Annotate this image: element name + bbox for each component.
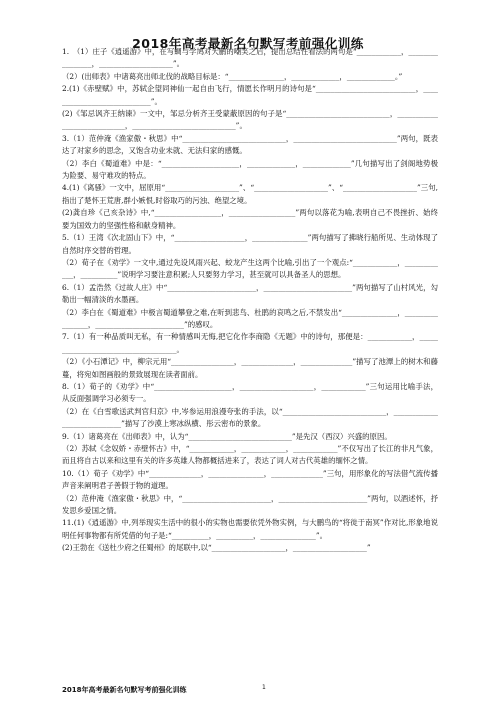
footer-title: 2018年高考最新名句默写考前强化训练 [62, 686, 187, 694]
question-8-1: 8.（1）荀子的《劝学》中“_____________________，____________________，____________”三句运用比喻手法，从反面强调学习必须专一。 [62, 381, 438, 404]
question-6-2: （2）李白在《蜀道难》中极言蜀道攀登之难,在听到悲鸟、杜鹃的哀鸣之后,不禁发出“_______________，________________，________________________”的感叹。 [62, 307, 438, 329]
question-10-1: 10.（1）荀子《劝学》中“______________，_______________，______________”三句，用形象化的写法借气流传播声音来阐明君子善假于物的道理。 [62, 468, 438, 491]
question-2-2: (2)《邹忌讽齐王纳谏》一文中，邹忌分析齐王受蒙蔽原因的句子是“____________________________，____________________________，____________________________”。 [62, 109, 438, 131]
question-3-1: 3.（1）范仲淹《渔家傲・秋思》中“____________________________，____________________________”两句，既表达了对家乡的思念，又饱含功业未就、无法归家的感慨。 [62, 133, 438, 156]
question-7-2: （2）《小石潭记》中，柳宗元用“_________________，______________，______________”描写了池潭上的树木和藤蔓，将宛如图画般的景致展现在读者面前。 [62, 357, 438, 379]
question-3-2: （2）李白《蜀道难》中是：“_____________________，_____________，_____________”几句描写出了剑阁地势极为险要、易守难攻的特点。 [62, 158, 438, 181]
page-number: 1 [262, 684, 266, 691]
question-8-2: （2）在《白雪歌送武判官归京》中,岑参运用浪漫夸张的手法，以“____________________________，____________________________”描写了沙漠上寒冰纵横、彤云密布的景象。 [62, 406, 438, 429]
question-7-1: 7.（1）有一种品质叫无私，有一种情感叫无悔,把它化作李商隐《无题》中的诗句，那便是：____________，____________________________________。 [62, 332, 438, 354]
question-4-2: (2)龚自珍《己亥杂诗》中,“__________________，__________________”两句以落花为喻,表明自己不畏挫折、始终要为国效力的坚强性格和献身精神。 [62, 208, 438, 230]
question-11-1: 11.(1)《逍遥游》中,列举现实生活中的很小的实物也需要依凭外物实例，与大鹏鸟的“将徙于南冥”作对比,形象地说明任何事物都有所凭借的句子是:“__________，__________，_______________”。 [62, 518, 438, 540]
question-6-1: 6.（1）孟浩然《过故人庄》中“________________________，________________________”两句描写了山村风光，勾勒出一幅清淡的水墨画。 [62, 282, 438, 305]
question-5-2: （2）荀子在《劝学》一文中,通过先设风雨兴起、蛟龙产生这两个比喻,引出了一个观点:“____________，____________，__________”说明学习要注意积累;人只要努力学习，甚至就可以具备圣人的思想。 [62, 257, 438, 280]
question-list [62, 46, 438, 555]
question-5-1: 5.（1）王湾《次北固山下》中，“___________________，_______________”两句描写了拂晓行船所见、生动体现了自然时序交替的哲理。 [62, 233, 438, 255]
page-title: 2018年高考最新名句默写考前强化训练 [132, 36, 364, 51]
question-9-2: （2）苏轼《念奴娇・赤壁怀古》中，“____________，____________，____________”不仅写出了长江的非凡气象，而且将自古以来和这里有关的许多英雄人物都概括进来了，表达了词人对古代英雄的缅怀之情。 [62, 444, 438, 466]
page-footer [62, 685, 438, 695]
question-4-1: 4.(1)《离骚》一文中，屈原用“____________________”、“____________________”、“____________________”三句,指出了楚怀王荒唐,群小嫉恨,时俗取巧的污浊、绝望之境。 [62, 183, 438, 205]
question-1-2: （2）(出师表》中诸葛亮出师北伐的战略目标是：“_______________，_____________，_____________。” [62, 71, 403, 81]
question-2-1: 2.(1)《赤壁赋》中，苏轼企望同神仙一起自由飞行，情愿长作明月的诗句是“___________________________，____________________________”。 [62, 84, 438, 106]
question-10-2: （2）范仲淹《渔家傲・秋思》中，“________________________，________________________”两句，以酒述怀，抒发思乡爱国之情。 [62, 493, 438, 516]
question-9-1: 9.（1）诸葛亮在《出师表》中，认为“____________________________”是先汉（西汉）兴盛的原因。 [62, 431, 392, 441]
question-11-2: (2)王勃在《送杜少府之任蜀州》的尾联中,以“____________________，____________________” [62, 543, 371, 553]
question-1-1: 1. （1）庄子《逍遥游》中，在写蜩与学鸠对大鹏的嘲笑之后，提出总结性看法的两句是“____________，________________，____________________”。 [62, 47, 438, 69]
